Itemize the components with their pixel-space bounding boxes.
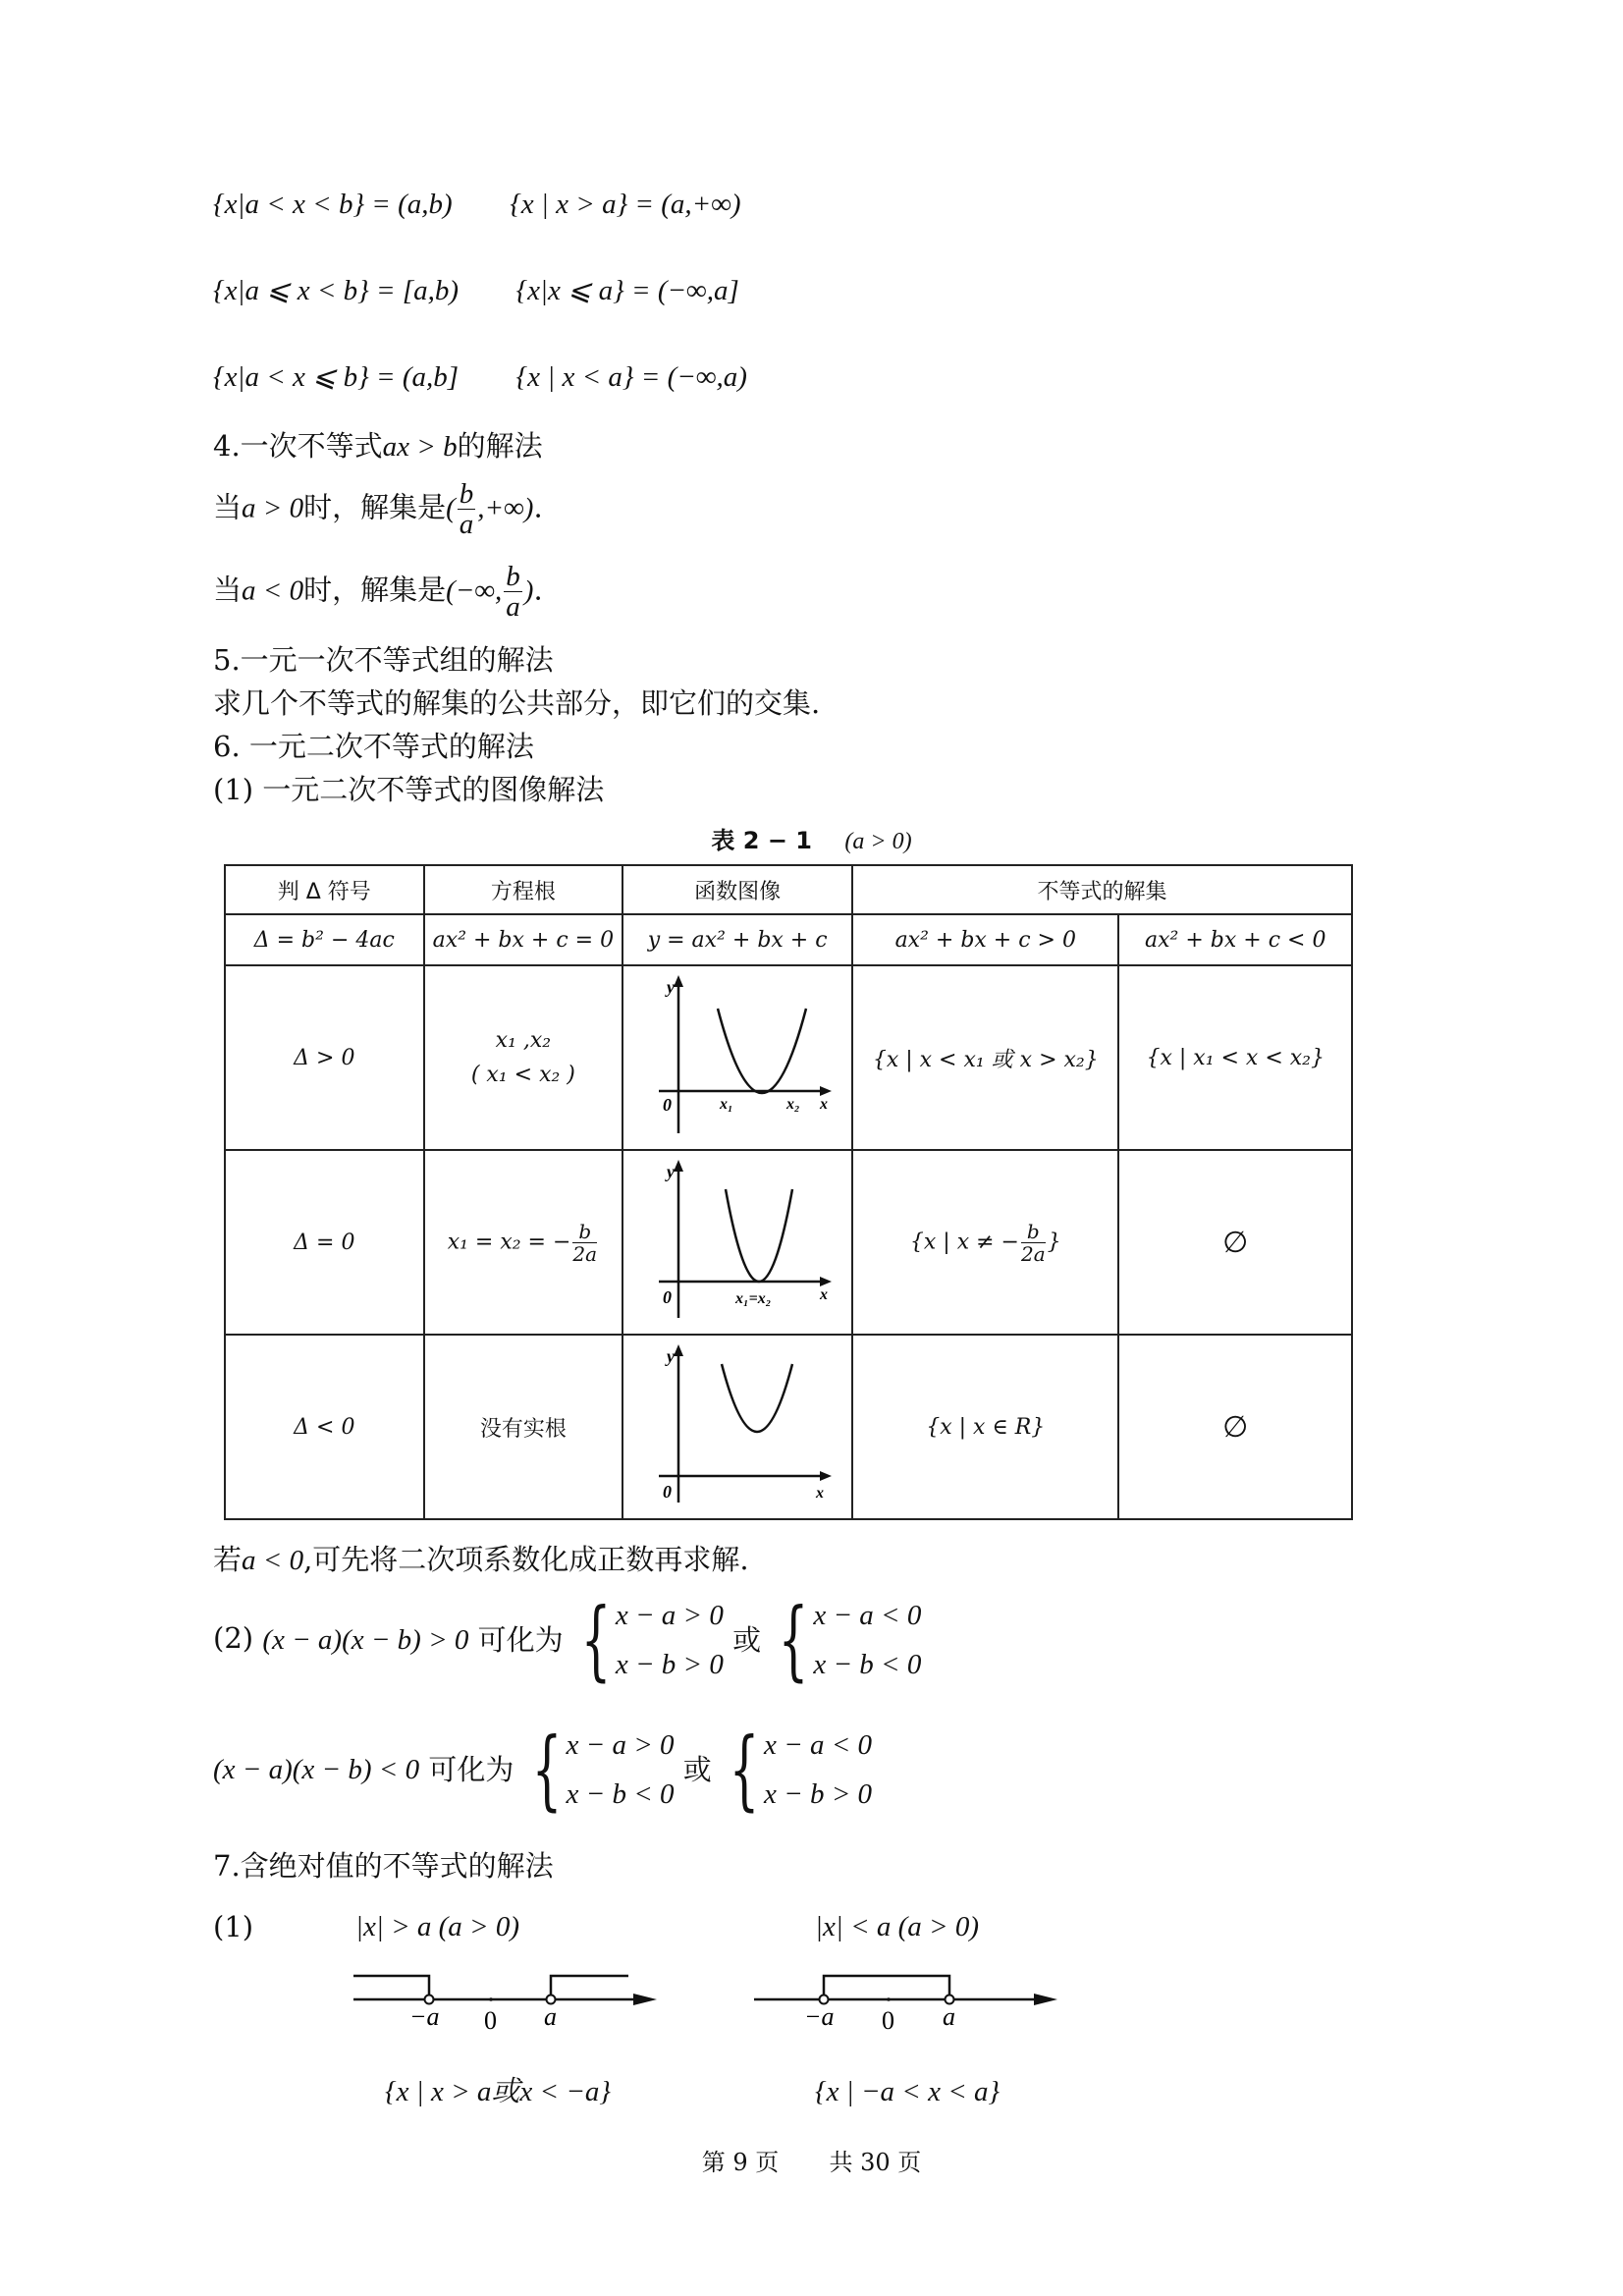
graph-x2-label: x₂ [786,1096,800,1113]
s4-case2-mid: 时，解集是 [303,573,447,607]
s4-case2-cond: a < 0 [242,574,304,607]
origin-tick [887,1997,891,2001]
s4-case-negative [213,562,543,622]
interval-left-open: {x | x < a} = (−∞,a) [515,361,747,393]
sys1-system-a: { x − a > 0 x − b > 0 [580,1589,724,1690]
s4-title-post: 的解法 [457,429,543,463]
row2-solution-less: ∅ [1118,1150,1352,1335]
header-function-graph: 函数图像 [622,865,852,914]
interval-row-2 [213,273,739,308]
footer-page: 第 9 页 [701,2149,780,2176]
interval-left-closed: {x|x ⩽ a} = (−∞,a] [515,275,739,306]
sys1-mid: 可化为 [477,1623,564,1657]
quadratic-solution-table [224,864,1353,1520]
table-row [225,1335,1352,1519]
sys2-mid: 可化为 [428,1753,514,1786]
sys1-expr: (x − a)(x − b) > 0 [262,1624,469,1656]
parabola-curve [718,1009,806,1093]
s7-title: 7.含绝对值的不等式的解法 [213,1849,554,1883]
s4-case2-open: (−∞, [446,574,503,607]
sys2-expr: (x − a)(x − b) < 0 [213,1754,420,1785]
s5-title: 5.一元一次不等式组的解法 [213,643,554,677]
subheader-discriminant: Δ = b² − 4ac [225,914,424,965]
sys1-a-row1: x − a > 0 [615,1600,724,1631]
row3-solution-less: ∅ [1118,1335,1352,1519]
s4-title-expr: ax > b [382,431,458,463]
s4-case2-period: . [533,573,543,607]
row2-roots-num: b [572,1221,597,1243]
subheader-less: ax² + bx + c < 0 [1118,914,1352,965]
graph-origin-label: 0 [663,1287,673,1307]
sys1-b-row1: x − a < 0 [813,1600,922,1631]
region-left-ray [353,1976,429,1999]
s4-case2-num: b [506,561,520,592]
header-solution-set: 不等式的解集 [852,865,1352,914]
label-a: a [943,2002,955,2031]
interval-right-open: {x | x > a} = (a,+∞) [510,189,741,220]
sys2-b-row2: x − b > 0 [764,1778,873,1810]
row1-roots-line2: ( x₁ < x₂ ) [470,1063,575,1087]
parabola-no-root-graph [639,1340,836,1507]
note-post: ,可先将二次项系数化成正数再求解. [303,1543,749,1576]
s6-system-1 [213,1591,921,1689]
s4-case2-pre: 当 [213,573,243,607]
graph-y-label: y [667,977,676,997]
row3-delta: Δ < 0 [225,1335,424,1519]
row2-roots [424,1150,623,1335]
s4-case-positive [213,479,543,539]
sys2-b-row1: x − a < 0 [764,1729,873,1761]
s7-right-set: {x | −a < x < a} [815,2076,1001,2107]
s4-case1-period: . [533,490,543,524]
s4-case1-open: ( [446,492,456,524]
row2-graph-cell [622,1150,852,1335]
sys2-system-a: { x − a > 0 x − b < 0 [531,1719,675,1820]
interval-row-1 [213,187,741,222]
sys1-or: 或 [732,1623,762,1657]
s7-left-head: |x| > a (a > 0) [355,1911,520,1942]
s4-case1-pre: 当 [213,490,243,524]
graph-y-label: y [667,1162,676,1181]
sys2-or: 或 [682,1753,712,1786]
table-subheader-row [225,914,1352,965]
row2-roots-pre: x₁ = x₂ = − [447,1230,571,1254]
s4-case2-fraction [504,562,522,622]
s4-title-pre: 4.一次不等式 [213,429,383,463]
x-axis-arrow [820,1471,832,1481]
row1-solution-greater: {x | x < x₁ 或 x > x₂} [852,965,1118,1150]
row2-solution-greater [852,1150,1118,1335]
footer-total: 共 30 页 [829,2149,922,2176]
table-row [225,965,1352,1150]
s7-label: (1) [213,1910,254,1943]
sys1-a-row2: x − b > 0 [615,1649,724,1680]
graph-x-label: x [816,1485,825,1502]
x-axis-arrow [820,1277,832,1286]
row2-roots-fraction [572,1221,597,1265]
s6-sub1: (1) 一元二次不等式的图像解法 [213,773,605,806]
interval-row-3 [213,359,747,395]
region-between [824,1976,949,1999]
y-axis-arrow [674,1344,683,1356]
row3-graph-cell [622,1335,852,1519]
graph-x-label: x [820,1096,829,1113]
s4-case1-fraction [458,479,476,539]
table-caption-cond: (a > 0) [844,829,912,854]
subheader-greater: ax² + bx + c > 0 [852,914,1118,965]
row2-gt-post: } [1047,1230,1061,1254]
graph-x1x2-label: x₁=x₂ [735,1290,772,1307]
note-pre: 若 [213,1543,243,1576]
row1-solution-less: {x | x₁ < x < x₂} [1118,965,1352,1150]
origin-tick [489,1997,493,2001]
label-neg-a: −a [409,2002,440,2031]
sys1-system-b: { x − a < 0 x − b < 0 [778,1589,922,1690]
graph-x1-label: x₁ [720,1096,733,1113]
parabola-curve [722,1364,792,1432]
sys2-a-row1: x − a > 0 [566,1729,675,1761]
header-delta-sign: 判 Δ 符号 [225,865,424,914]
s7-right-head: |x| < a (a > 0) [815,1911,980,1942]
s6-title: 6. 一元二次不等式的解法 [213,730,534,763]
header-equation-roots: 方程根 [424,865,623,914]
row1-roots [424,965,623,1150]
row3-roots: 没有实根 [424,1335,623,1519]
row1-delta: Δ > 0 [225,965,424,1150]
s6-system-2 [213,1721,872,1819]
row2-roots-den: 2a [572,1241,598,1266]
region-right-ray [551,1976,628,1999]
s4-case2-den: a [506,591,520,623]
table-caption-label: 表 2 − 1 [711,827,812,854]
sys2-a-row2: x − b < 0 [566,1778,675,1810]
note-cond: a < 0 [242,1545,304,1576]
row2-gt-fraction [1021,1221,1046,1265]
label-neg-a: −a [804,2002,835,2031]
s4-case1-cond: a > 0 [242,492,304,524]
row2-gt-pre: {x | x ≠ − [909,1230,1019,1254]
label-zero: 0 [882,2006,894,2033]
y-axis-arrow [674,1160,683,1172]
table-caption [0,821,1623,855]
label-a: a [544,2002,557,2031]
graph-x-label: x [820,1286,829,1303]
graph-y-label: y [667,1346,676,1366]
graph-origin-label: 0 [663,1095,673,1115]
row1-roots-line1: x₁ ,x₂ [495,1028,552,1053]
row1-graph-cell [622,965,852,1150]
s4-case1-num: b [459,478,474,510]
s5-body: 求几个不等式的解集的公共部分，即它们的交集. [213,686,821,720]
x-axis-arrow [820,1086,832,1096]
subheader-function: y = ax² + bx + c [622,914,852,965]
s7-left-set: {x | x > a或x < −a} [385,2076,611,2107]
parabola-double-root-graph [639,1156,836,1323]
sys2-system-b: { x − a < 0 x − b > 0 [729,1719,873,1820]
y-axis-arrow [674,975,683,987]
row2-gt-den: 2a [1020,1241,1046,1266]
number-line-arrow [1034,1994,1057,2005]
sys1-b-row2: x − b < 0 [813,1649,922,1680]
row2-delta: Δ = 0 [225,1150,424,1335]
table-row [225,1150,1352,1335]
s4-case1-den: a [459,509,474,540]
s4-case2-close: ) [523,574,534,607]
interval-half-open-left: {x|a ⩽ x < b} = [a,b) [213,275,460,306]
s4-case1-mid: 时，解集是 [303,490,447,524]
row2-gt-num: b [1021,1221,1046,1243]
interval-open: {x|a < x < b} = (a,b) [213,189,453,220]
label-zero: 0 [484,2006,497,2033]
page-footer [0,2143,1623,2177]
number-line-inside [749,1964,1063,2033]
s4-case1-close: ,+∞) [477,492,534,524]
number-line-arrow [633,1994,657,2005]
s6-note [213,1542,749,1578]
parabola-two-roots-graph [639,971,836,1138]
number-line-outside [349,1964,663,2033]
interval-half-open-right: {x|a < x ⩽ b} = (a,b] [213,361,460,393]
parabola-curve [726,1189,792,1282]
row3-solution-greater: {x | x ∈ R} [852,1335,1118,1519]
s4-title [213,428,543,465]
subheader-equation: ax² + bx + c = 0 [424,914,623,965]
sub2-label: (2) [213,1621,254,1655]
table-header-row [225,865,1352,914]
graph-origin-label: 0 [663,1482,673,1502]
